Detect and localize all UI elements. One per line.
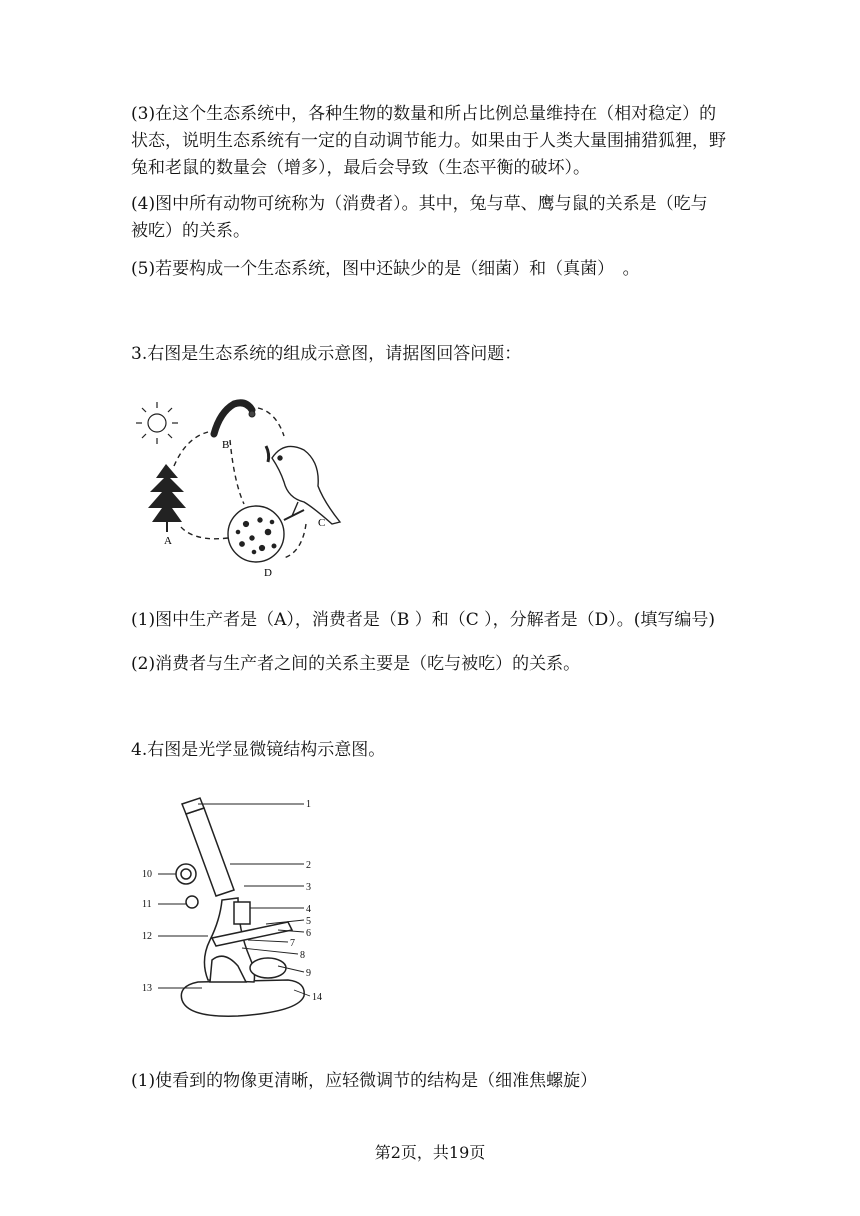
label-14: 14 xyxy=(312,992,322,1003)
q3-line-2: 状态，说明生态系统有一定的自动调节能力。如果由于人类大量围捕猎狐狸，野 xyxy=(131,131,726,151)
label-12: 12 xyxy=(142,931,152,942)
microbe-circle-icon xyxy=(228,506,284,562)
label-b: B xyxy=(222,439,230,451)
plant-icon xyxy=(148,464,186,532)
q5-line: (5)若要构成一个生态系统，图中还缺少的是（细菌）和（真菌） 。 xyxy=(131,259,640,279)
label-9: 9 xyxy=(306,968,311,979)
q3-line-3: 兔和老鼠的数量会（增多），最后会导致（生态平衡的破坏）。 xyxy=(131,158,590,178)
microscope-diagram xyxy=(138,790,338,1030)
q3-answer-2: (2)消费者与生产者之间的关系主要是（吃与被吃）的关系。 xyxy=(131,654,581,674)
label-a: A xyxy=(164,535,172,547)
ecosystem-diagram xyxy=(134,392,354,582)
page-footer: 第2页，共19页 xyxy=(374,1143,486,1162)
label-10: 10 xyxy=(142,869,152,880)
q4-answer-1: (1)使看到的物像更清晰，应轻微调节的结构是（细准焦螺旋） xyxy=(131,1071,598,1091)
label-d: D xyxy=(264,567,272,579)
label-4: 4 xyxy=(306,904,311,915)
q4-line-2: 被吃）的关系。 xyxy=(131,221,250,241)
label-2: 2 xyxy=(306,860,311,871)
q3-line-1: (3)在这个生态系统中，各种生物的数量和所占比例总量维持在（相对稳定）的 xyxy=(131,104,717,124)
label-11: 11 xyxy=(142,899,152,910)
label-c: C xyxy=(318,517,326,529)
label-1: 1 xyxy=(306,799,311,810)
label-13: 13 xyxy=(142,983,152,994)
caterpillar-icon xyxy=(214,403,255,434)
label-8: 8 xyxy=(300,950,305,961)
bird-icon xyxy=(266,446,340,524)
q4-line-1: (4)图中所有动物可统称为（消费者）。其中，兔与草、鹰与鼠的关系是（吃与 xyxy=(131,194,708,214)
sun-icon xyxy=(136,402,178,444)
microscope-icon xyxy=(176,798,304,1016)
label-7: 7 xyxy=(290,938,295,949)
label-3: 3 xyxy=(306,882,311,893)
question-3-title: 3.右图是生态系统的组成示意图，请据图回答问题： xyxy=(131,344,522,364)
question-4-title: 4.右图是光学显微镜结构示意图。 xyxy=(131,740,386,760)
q3-answer-1: (1)图中生产者是（A），消费者是（B ）和（C ），分解者是（D）。(填写编号) xyxy=(131,610,716,630)
label-5: 5 xyxy=(306,916,311,927)
label-6: 6 xyxy=(306,928,311,939)
